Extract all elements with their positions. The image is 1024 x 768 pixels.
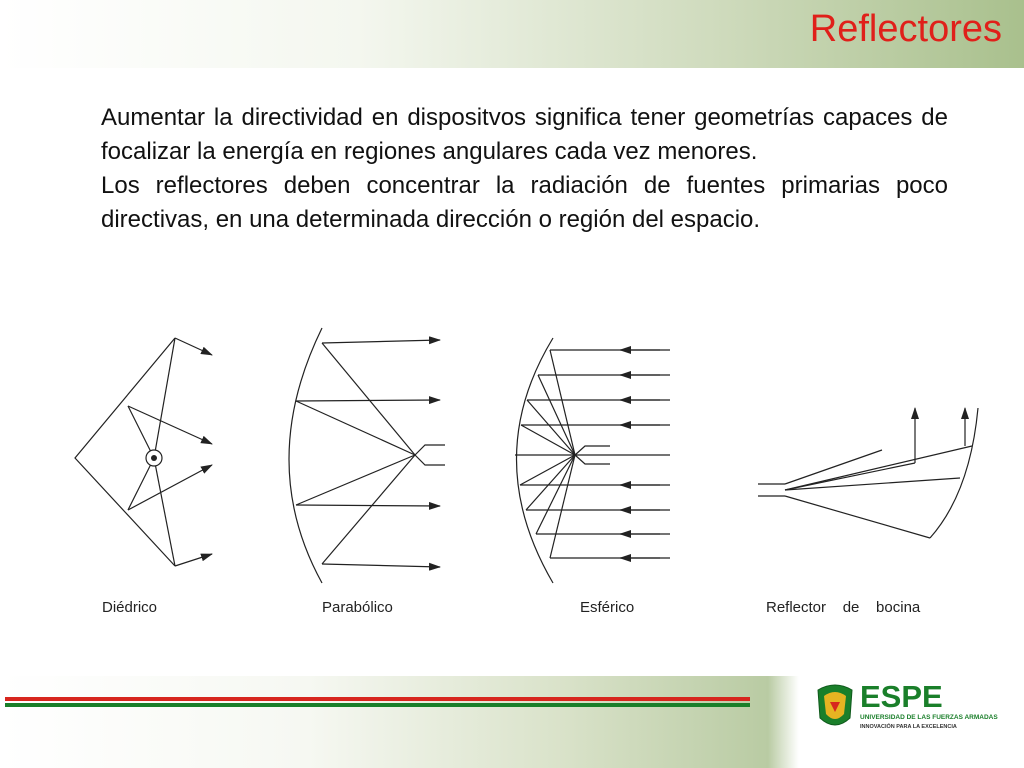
crest-icon: [818, 685, 852, 725]
espe-logo: [810, 676, 1010, 736]
logo-tagline: INNOVACIÓN PARA LA EXCELENCIA: [860, 724, 957, 730]
body-text: [101, 101, 948, 237]
paragraph-2: Los reflectores deben concentrar la radiación de fuentes primarias poco directivas, en una determinada dirección o región del espacio.: [101, 172, 948, 233]
logo-subtitle: UNIVERSIDAD DE LAS FUERZAS ARMADAS: [860, 714, 998, 721]
caption-parabolico: Parabólico: [322, 599, 393, 616]
diedrico-diagram: [75, 338, 212, 566]
parabolico-diagram: [289, 328, 445, 583]
footer-green-stripe: [5, 703, 750, 707]
logo-wordmark: ESPE: [860, 679, 943, 714]
caption-bocina: Reflector de bocina: [766, 599, 921, 616]
slide-title: Reflectores: [809, 8, 1002, 50]
caption-diedrico: Diédrico: [102, 599, 158, 616]
bocina-diagram: [758, 408, 978, 538]
reflector-diagrams: [60, 318, 1000, 628]
caption-esferico: Esférico: [580, 599, 635, 616]
paragraph-1: Aumentar la directividad en dispositvos significa tener geometrías capaces de focalizar la energía en regiones angulares cada vez menores.: [101, 104, 948, 165]
footer-red-stripe: [5, 697, 750, 701]
esferico-diagram: [515, 338, 670, 583]
